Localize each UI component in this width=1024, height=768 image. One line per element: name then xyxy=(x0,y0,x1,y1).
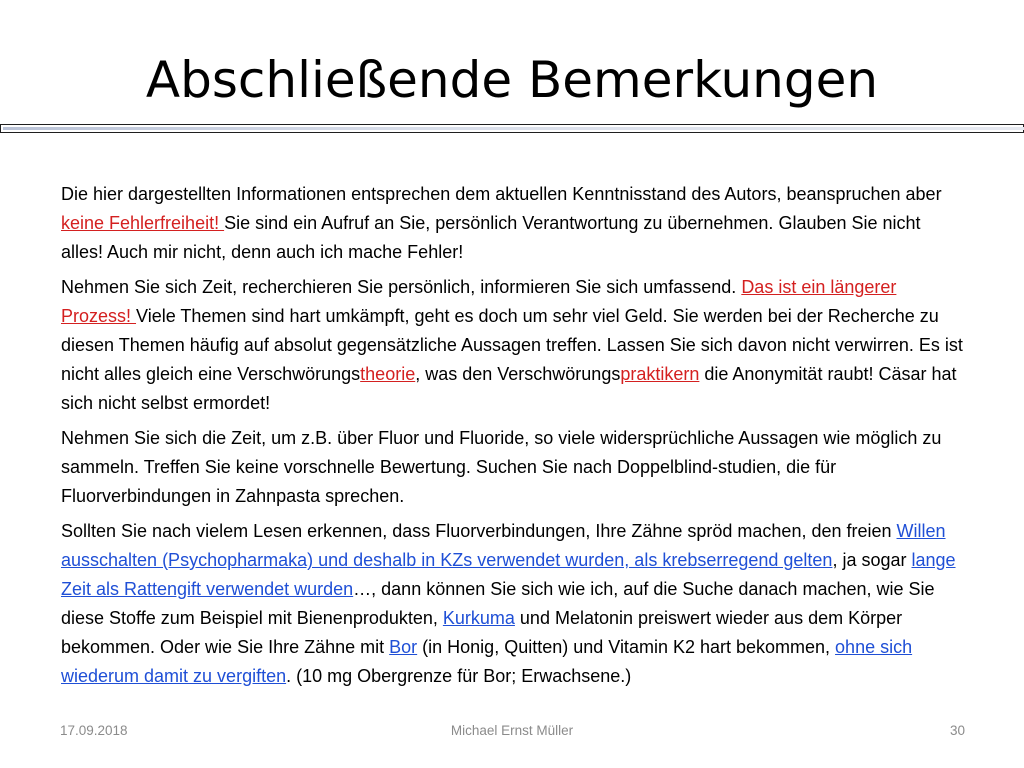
link-theorie[interactable]: theorie xyxy=(360,364,416,384)
footer-date: 17.09.2018 xyxy=(60,723,128,738)
link-psychopharmaka[interactable]: Willen ausschalten (Psychopharmaka) und deshalb in KZs verwendet wurden, als krebserregend gelten xyxy=(61,521,946,570)
slide-body xyxy=(61,180,965,697)
title-divider xyxy=(0,124,1024,133)
text-segment: Nehmen Sie sich die Zeit, um z.B. über Fluor und Fluoride, so viele widersprüchliche Aussagen wie möglich zu sammeln. Treffen Sie keine vorschnelle Bewertung. Suchen Sie nach Doppelblind-studien, die für Fluorverbindungen in Zahnpasta sprechen. xyxy=(61,428,942,506)
link-rattengift[interactable]: lange Zeit als Rattengift verwendet wurden xyxy=(61,550,956,599)
link-ohne-vergiften[interactable]: ohne sich wiederum damit zu vergiften xyxy=(61,637,913,686)
text-segment: , was den Verschwörungs xyxy=(415,364,621,384)
link-bor[interactable]: Bor xyxy=(389,637,418,657)
link-kurkuma[interactable]: Kurkuma xyxy=(442,608,515,628)
text-segment: Viele Themen sind hart umkämpft, geht es doch um sehr viel Geld. Sie werden bei der Recherche zu diesen Themen häufig auf absolut gegensätzliche Aussagen treffen. Lassen Sie sich davon nicht verwirren. Es ist nicht alles gleich eine Verschwörungs xyxy=(61,306,963,384)
text-segment: Nehmen Sie sich Zeit, recherchieren Sie persönlich, informieren Sie sich umfassend. xyxy=(61,277,742,297)
paragraph-disclaimer xyxy=(61,180,965,267)
footer-author: Michael Ernst Müller xyxy=(450,723,574,738)
divider-gradient xyxy=(3,127,1024,130)
slide-title: Abschließende Bemerkungen xyxy=(145,51,879,109)
link-praktikern[interactable]: praktikern xyxy=(620,364,700,384)
link-longer-process[interactable]: Das ist ein längerer Prozess! xyxy=(61,277,897,326)
text-segment: Sie sind ein Aufruf an Sie, persönlich Verantwortung zu übernehmen. Glauben Sie nicht alles! Auch mir nicht, denn auch ich mache Fehler! xyxy=(61,213,921,262)
paragraph-conclusion xyxy=(61,517,965,691)
text-segment: . (10 mg Obergrenze für Bor; Erwachsene.) xyxy=(286,666,632,686)
text-segment: (in Honig, Quitten) und Vitamin K2 hart bekommen, xyxy=(417,637,836,657)
text-segment: und Melatonin preiswert wieder aus dem Körper bekommen. Oder wie Sie Ihre Zähne mit xyxy=(61,608,903,657)
text-segment: , ja sogar xyxy=(832,550,912,570)
link-no-infallibility[interactable]: keine Fehlerfreiheit! xyxy=(61,213,225,233)
text-segment: die Anonymität raubt! Cäsar hat sich nicht selbst ermordet! xyxy=(61,364,957,413)
text-segment: Die hier dargestellten Informationen entsprechen dem aktuellen Kenntnisstand des Autors, beanspruchen aber xyxy=(61,184,942,204)
footer-page-number: 30 xyxy=(949,723,965,738)
paragraph-fluor xyxy=(61,424,965,511)
text-segment: Sollten Sie nach vielem Lesen erkennen, dass Fluorverbindungen, Ihre Zähne spröd machen, den freien xyxy=(61,521,897,541)
paragraph-research xyxy=(61,273,965,418)
text-segment: …, dann können Sie sich wie ich, auf die Suche danach machen, wie Sie diese Stoffe zum Beispiel mit Bienenprodukten, xyxy=(61,579,935,628)
